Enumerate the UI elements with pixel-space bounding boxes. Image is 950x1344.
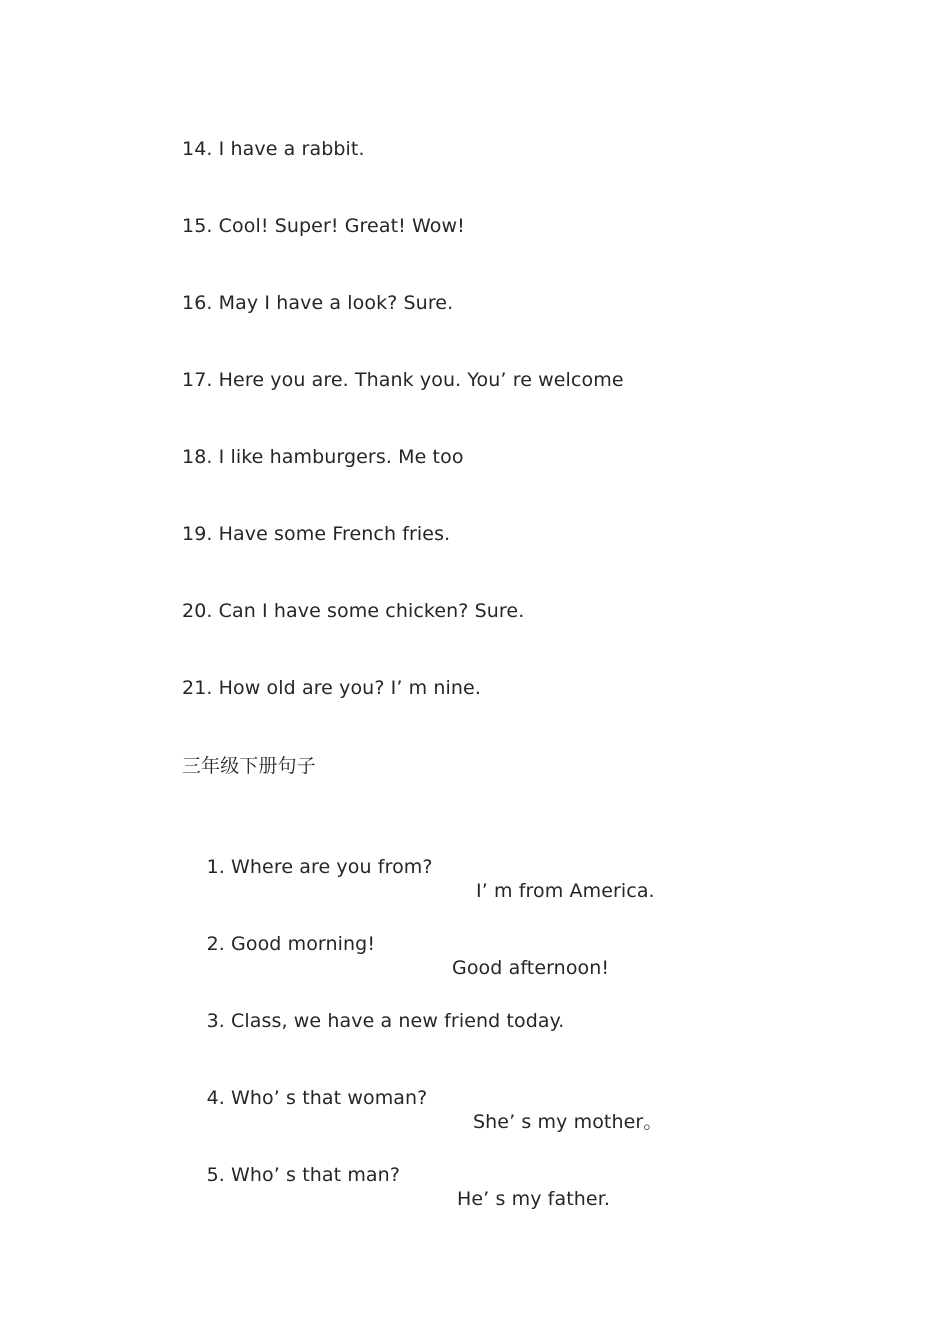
sentence-21: 21. How old are you? I’ m nine. — [182, 677, 481, 699]
sentence-19: 19. Have some French fries. — [182, 523, 451, 545]
dialogue-3-text: 3. Class, we have a new friend today. — [206, 1010, 565, 1032]
sentence-14: 14. I have a rabbit. — [182, 138, 365, 160]
dialogue-2-greeting: 2. Good morning! — [206, 933, 376, 955]
dialogue-5-answer: He’ s my father. — [457, 1188, 611, 1210]
sentence-15: 15. Cool! Super! Great! Wow! — [182, 215, 465, 237]
dialogue-5-question: 5. Who’ s that man? — [206, 1164, 401, 1186]
sentence-17: 17. Here you are. Thank you. You’ re welcome — [182, 369, 624, 391]
sentence-20: 20. Can I have some chicken? Sure. — [182, 600, 525, 622]
sentence-18: 18. I like hamburgers. Me too — [182, 446, 464, 468]
dialogue-4-question: 4. Who’ s that woman? — [206, 1087, 428, 1109]
dialogue-2-reply: Good afternoon! — [452, 957, 610, 979]
sentence-16: 16. May I have a look? Sure. — [182, 292, 454, 314]
dialogue-4-answer: She’ s my mother。 — [473, 1111, 663, 1133]
section-heading: 三年级下册句子 — [182, 755, 316, 777]
dialogue-1-answer: I’ m from America. — [476, 880, 655, 902]
dialogue-1-question: 1. Where are you from? — [206, 856, 433, 878]
dialogue-3 — [182, 985, 564, 1057]
dialogue-5 — [182, 1139, 611, 1235]
